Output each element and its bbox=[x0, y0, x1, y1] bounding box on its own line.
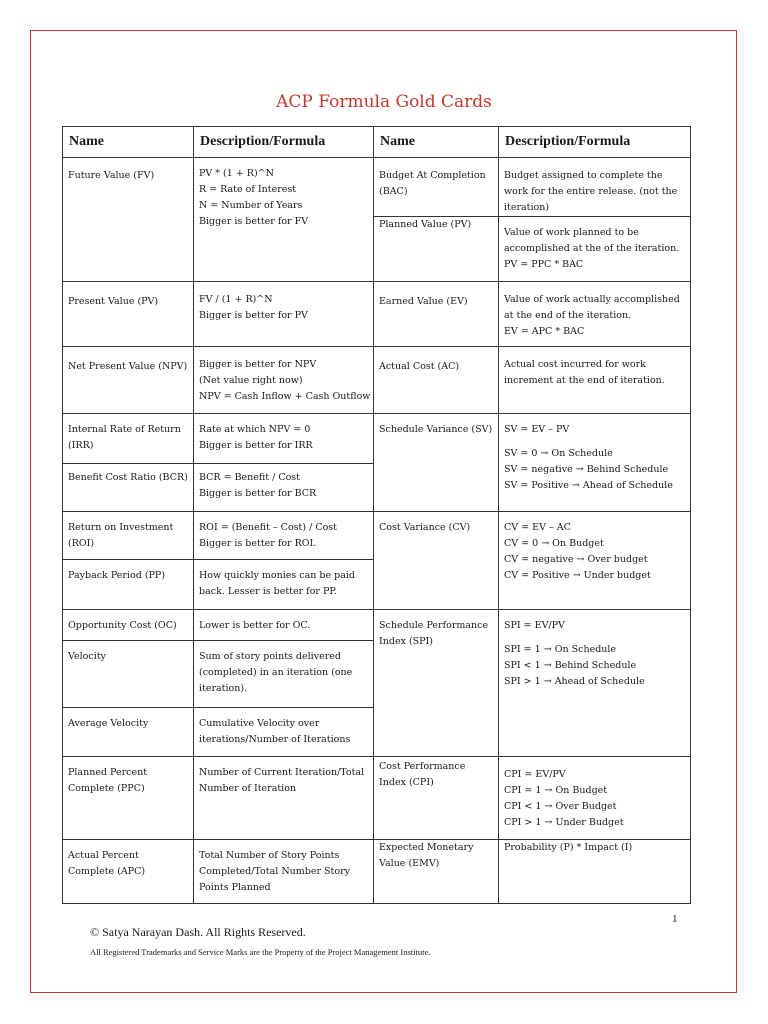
term-name: Internal Rate of Return (IRR) bbox=[63, 414, 194, 464]
header-description: Description/Formula bbox=[194, 127, 374, 158]
term-name: Actual Cost (AC) bbox=[374, 347, 499, 414]
term-description: Budget assigned to complete the work for the entire release. (not the iteration) bbox=[499, 158, 691, 217]
term-description: Sum of story points delivered (completed) in an iteration (one iteration). bbox=[194, 641, 374, 708]
table-row bbox=[63, 512, 691, 560]
term-description: Total Number of Story Points Completed/Total Number Story Points Planned bbox=[194, 840, 374, 904]
term-name: Planned Percent Complete (PPC) bbox=[63, 757, 194, 840]
table-row bbox=[63, 757, 691, 840]
term-name: Velocity bbox=[63, 641, 194, 708]
term-description: FV / (1 + R)^N Bigger is better for PV bbox=[194, 282, 374, 347]
page-title: ACP Formula Gold Cards bbox=[276, 92, 492, 112]
term-name: Future Value (FV) bbox=[63, 158, 194, 282]
trademark-notice: All Registered Trademarks and Service Marks are the Property of the Project Management Institute. bbox=[90, 947, 431, 957]
term-name: Budget At Completion (BAC) bbox=[374, 158, 499, 217]
table-row bbox=[63, 840, 691, 904]
term-name: Cost Variance (CV) bbox=[374, 512, 499, 610]
term-name: Cost Performance Index (CPI) bbox=[374, 757, 499, 840]
header-name: Name bbox=[374, 127, 499, 158]
table-row bbox=[63, 414, 691, 464]
table-row bbox=[63, 282, 691, 347]
formula-table bbox=[62, 126, 691, 904]
term-description: Value of work planned to be accomplished at the of the iteration. PV = PPC * BAC bbox=[499, 217, 691, 282]
term-name: Planned Value (PV) bbox=[374, 217, 499, 282]
term-name: Average Velocity bbox=[63, 708, 194, 757]
term-description: Number of Current Iteration/Total Number of Iteration bbox=[194, 757, 374, 840]
term-name: Opportunity Cost (OC) bbox=[63, 610, 194, 641]
term-name: Earned Value (EV) bbox=[374, 282, 499, 347]
term-description: How quickly monies can be paid back. Lesser is better for PP. bbox=[194, 560, 374, 610]
term-description: Rate at which NPV = 0 Bigger is better for IRR bbox=[194, 414, 374, 464]
term-name: Net Present Value (NPV) bbox=[63, 347, 194, 414]
term-description: Value of work actually accomplished at the end of the iteration. EV = APC * BAC bbox=[499, 282, 691, 347]
term-name: Payback Period (PP) bbox=[63, 560, 194, 610]
term-description: Lower is better for OC. bbox=[194, 610, 374, 641]
term-name: Schedule Variance (SV) bbox=[374, 414, 499, 512]
term-name: Return on Investment (ROI) bbox=[63, 512, 194, 560]
term-description: BCR = Benefit / Cost Bigger is better for BCR bbox=[194, 464, 374, 512]
term-description: Actual cost incurred for work increment at the end of iteration. bbox=[499, 347, 691, 414]
table-row bbox=[63, 610, 691, 641]
term-description: CV = EV – AC CV = 0 → On Budget CV = negative → Over budget CV = Positive → Under budget bbox=[499, 512, 691, 610]
header-name: Name bbox=[63, 127, 194, 158]
term-description: SV = EV – PV SV = 0 → On Schedule SV = negative → Behind Schedule SV = Positive → Ahead of Schedule bbox=[499, 414, 691, 512]
term-description: Cumulative Velocity over iterations/Number of Iterations bbox=[194, 708, 374, 757]
header-row bbox=[63, 127, 691, 158]
term-description: ROI = (Benefit – Cost) / Cost Bigger is better for ROI. bbox=[194, 512, 374, 560]
term-description: SPI = EV/PV SPI = 1 → On Schedule SPI < 1 → Behind Schedule SPI > 1 → Ahead of Schedule bbox=[499, 610, 691, 757]
term-name: Expected Monetary Value (EMV) bbox=[374, 840, 499, 904]
term-description: Probability (P) * Impact (I) bbox=[499, 840, 691, 904]
term-name: Present Value (PV) bbox=[63, 282, 194, 347]
term-description: Bigger is better for NPV (Net value right now) NPV = Cash Inflow + Cash Outflow bbox=[194, 347, 374, 414]
term-name: Actual Percent Complete (APC) bbox=[63, 840, 194, 904]
table-row bbox=[63, 347, 691, 414]
term-name: Benefit Cost Ratio (BCR) bbox=[63, 464, 194, 512]
table-row bbox=[63, 158, 691, 217]
term-name: Schedule Performance Index (SPI) bbox=[374, 610, 499, 757]
page-number: 1 bbox=[672, 913, 678, 925]
term-description: CPI = EV/PV CPI = 1 → On Budget CPI < 1 → Over Budget CPI > 1 → Under Budget bbox=[499, 757, 691, 840]
copyright-notice: © Satya Narayan Dash. All Rights Reserved. bbox=[90, 925, 306, 939]
header-description: Description/Formula bbox=[499, 127, 691, 158]
term-description: PV * (1 + R)^N R = Rate of Interest N = Number of Years Bigger is better for FV bbox=[194, 158, 374, 282]
